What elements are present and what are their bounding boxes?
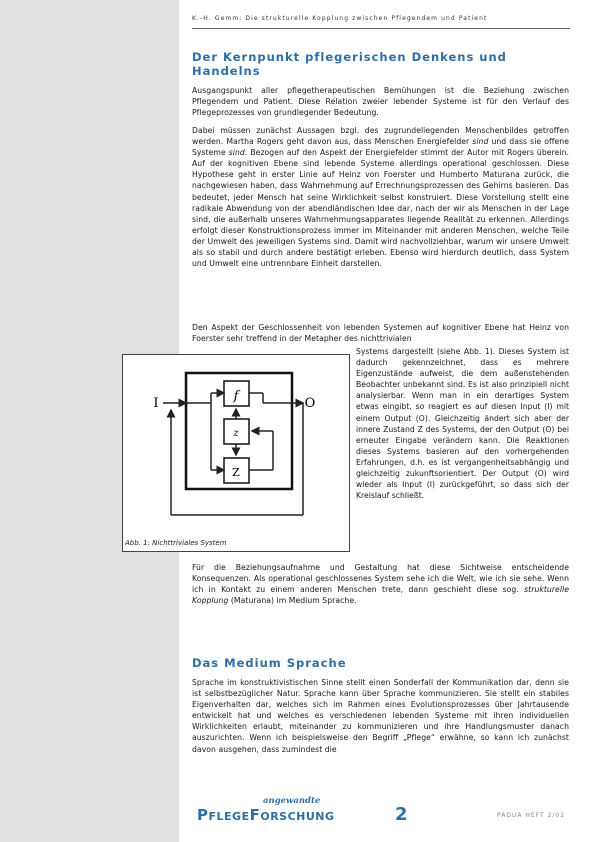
figure-caption: Abb. 1: Nichttriviales System [125,539,227,547]
journal-logo: PFLEGEFORSCHUNG [197,806,335,824]
nontrivial-system-diagram [123,355,349,551]
section-heading-kernpunkt: Der Kernpunkt pflegerischen Denkens und Handelns [192,50,507,78]
footer-superscript: angewandte [263,796,321,806]
output-label: O [304,396,316,411]
paragraph-menschenbild: Dabei müssen zunächst Aussagen bzgl. des zugrundeliegenden Menschenbildes getroffen werden. Martha Rogers geht davon aus, dass Menschen Energiefelder sind und dass sie offene Systeme sind. Bezogen auf den Aspekt der Energiefelder stimmt der Autor mit Rogers überein. Auf der kognitiven Ebene sind lebende Systeme allerdings operational geschlossen. Diese Hypothese geht in erster Linie auf Heinz von Foerster und Humberto Maturana zurück, die nachgewiesen haben, dass Wahrnehmung auf Errechnungsprozessen des Gehirns basieren. Das bedeutet, jeder Mensch hat seine Wirklichkeit selbst konstruiert. Diese Vorstellung stellt eine radikale Abwendung von der abendländischen Idee dar, nach der wir als Menschen in der Lage sind, die außerhalb unseres Wahrnehmungsapparates liegende Realität zu erkennen. Allerdings erfolgt dieser Konstruktionsprozess immer im Miteinander mit anderen Menschen, welche Teile der Umwelt des jeweiligen Systems sind. Damit wird nachvollziehbar, warum wir unsere Umwelt als so stabil und durch andere bestätigt erleben. Ebenso wird hierdurch deutlich, dass System und Umwelt eine untrennbare Einheit darstellen. [192,126,569,269]
running-head: K.-H. Gemm: Die strukturelle Kopplung zwischen Pflegendem und Patient [192,15,488,22]
paragraph-sprache: Sprache im konstruktivistischen Sinne stellt einen Sonderfall der Kommunikation dar, denn sie ist selbstbezüglicher Natur. Sprache kann über Sprache kommunizieren. Sie stellt ein stabiles Eigenverhalten dar, welches sich im Rahmen eines Evolutionsprozesses über Jahrtausende entwickelt hat und welches es verschiedenen lebenden Systeme mit ihren individuellen Wirklichkeiten erlaubt, miteinander zu kommunizieren und ihre Handlungsmuster danach auszurichten. Wenn ich beispielsweise den Begriff „Pflege“ erwähne, so kann ich zunächst davon ausgehen, dass zumindest die [192,678,569,754]
box-f-label: f [233,389,239,404]
paragraph-strukturelle-kopplung: Für die Beziehungsaufnahme und Gestaltung hat diese Sichtweise entscheidende Konsequenzen. Als operational geschlossenes System sehe ich die Welt, wie ich sie sehe. Wenn ich in Kontakt zu einem anderen Menschen trete, dann geschieht diese sog. strukturelle Kopplung (Maturana) im Medium Sprache. [192,563,569,606]
figure-nontrivial-system [122,354,350,552]
box-z-small-label: z [233,428,239,439]
input-label: I [153,396,159,411]
paragraph-nontrivial-system: Systems dargestellt (siehe Abb. 1). Dieses System ist dadurch gekennzeichnet, dass es mehrere Eigenzustände aufweist, die dem außenstehenden Beobachter unbekannt sind. Es ist also prinzipiell nicht analysierbar. Wenn man in ein derartiges System etwas eingibt, so reagiert es auf diesen Input (I) mit einem Output (O). Gleichzeitig ändert sich aber der innere Zustand Z des Systems, der den Output (O) bei erneuter Eingabe verändern kann. Die Reaktionen dieses Systems basieren auf den vorhergehenden Erfahrungen, d.h. es ist vergangenheitsabhängig und gleichzeitig zukunftsorientiert. Der Output (O) wird wieder als Input (I) zurückgeführt, so dass sich der Kreislauf schließt. [356,347,569,501]
issue-reference: PADUA HEFT 2/02 [497,812,566,819]
section-heading-sprache: Das Medium Sprache [192,656,347,670]
paragraph-intro: Ausgangspunkt aller pflegetherapeutischen Bemühungen ist die Beziehung zwischen Pflegendem und Patient. Diese Relation zweier lebender Systeme ist für den Verlauf des Pflegeprozesses von grundlegender Bedeutung. [192,86,569,118]
box-Z-label: Z [232,466,240,479]
page-number: 2 [395,804,408,825]
paragraph-geschlossenheit-intro: Den Aspekt der Geschlossenheit von lebenden Systemen auf kognitiver Ebene hat Heinz von Foerster sehr treffend in der Metapher des nichttrivialen [192,323,569,344]
header-rule [192,28,570,29]
